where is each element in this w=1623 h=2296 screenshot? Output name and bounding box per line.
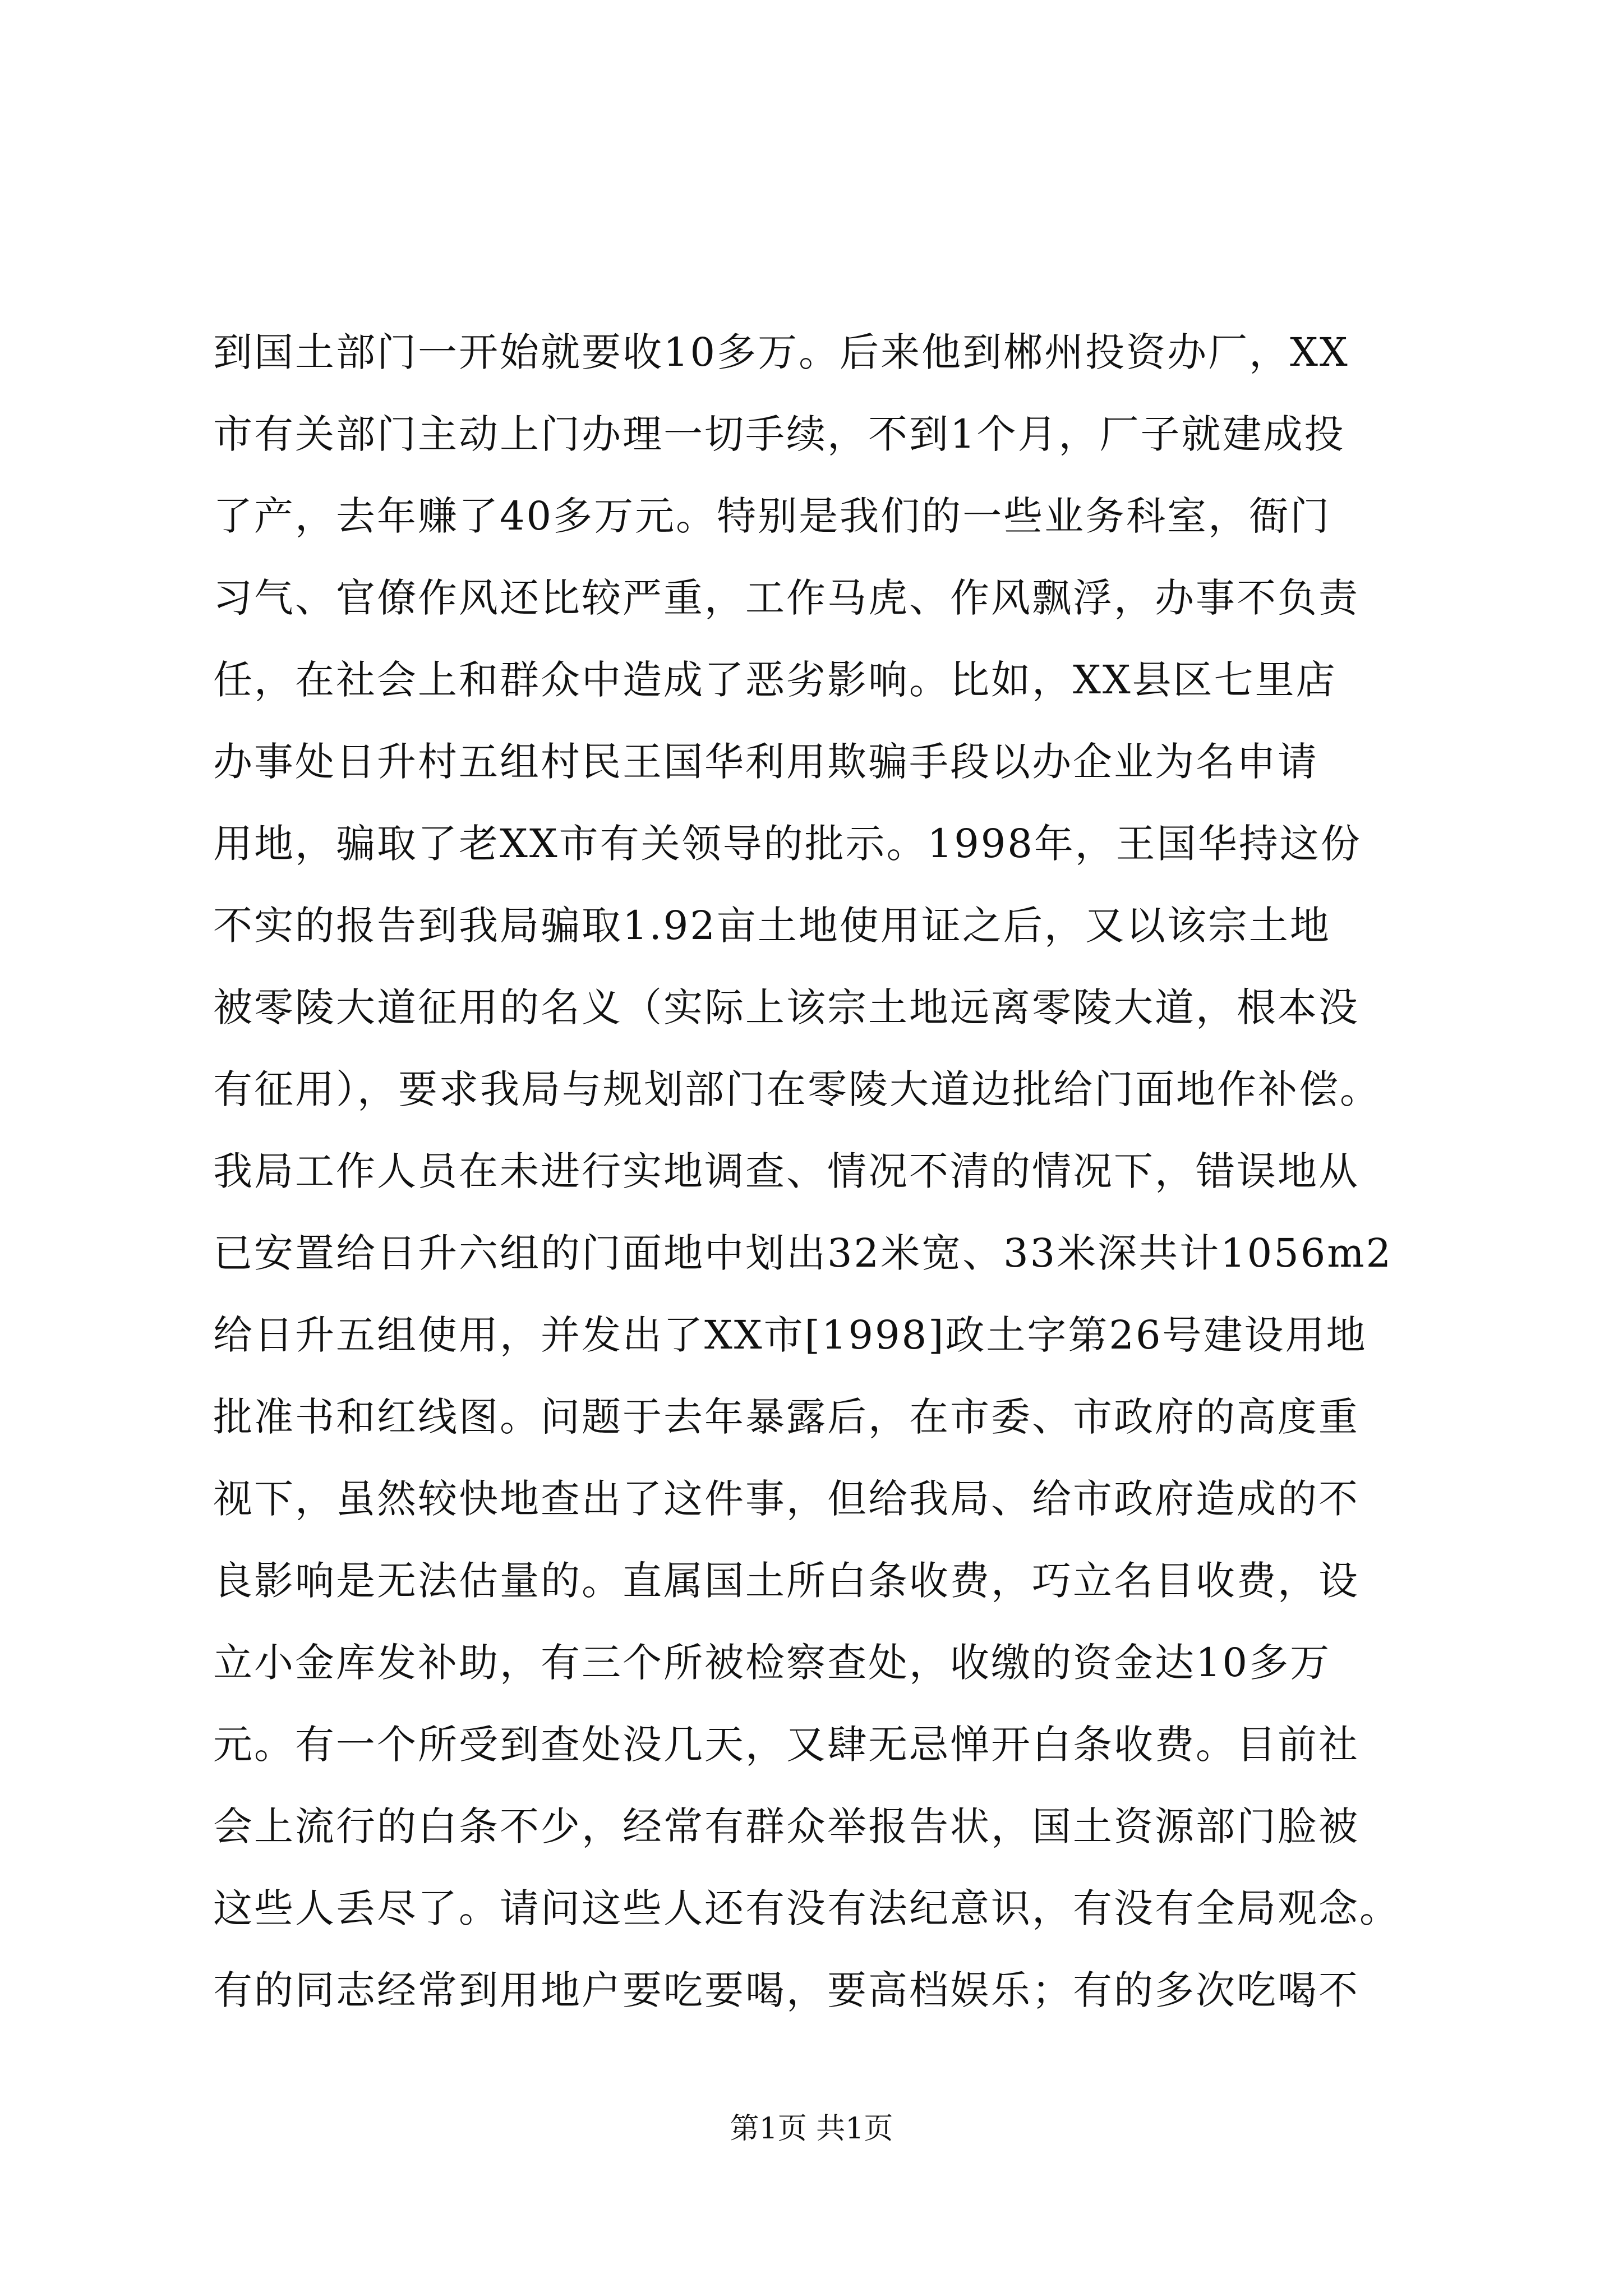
text-line: 元。有一个所受到查处没几天，又肆无忌惮开白条收费。目前社 [213, 1722, 1359, 1768]
text-line: 任，在社会上和群众中造成了恶劣影响。比如，XX县区七里店 [213, 657, 1337, 703]
text-line: 了产，去年赚了40多万元。特别是我们的一些业务科室，衙门 [213, 493, 1331, 539]
page-number-label: 第1页 共1页 [730, 2112, 893, 2146]
body-text [213, 311, 1413, 2031]
text-line: 办事处日升村五组村民王国华利用欺骗手段以办企业为名申请 [213, 739, 1318, 785]
text-line: 市有关部门主动上门办理一切手续，不到1个月，厂子就建成投 [213, 411, 1345, 457]
text-line: 不实的报告到我局骗取1.92亩土地使用证之后，又以该宗土地 [213, 903, 1331, 949]
text-line: 立小金库发补助，有三个所被检察查处，收缴的资金达10多万 [213, 1640, 1331, 1686]
text-line: 有的同志经常到用地户要吃要喝，要高档娱乐；有的多次吃喝不 [213, 1967, 1359, 2013]
text-line: 已安置给日升六组的门面地中划出32米宽、33米深共计1056m2 [213, 1230, 1393, 1276]
text-line: 给日升五组使用，并发出了XX市[1998]政土字第26号建设用地 [213, 1312, 1367, 1358]
text-line: 到国土部门一开始就要收10多万。后来他到郴州投资办厂，XX [213, 329, 1349, 375]
text-line: 这些人丢尽了。请问这些人还有没有法纪意识，有没有全局观念。 [213, 1885, 1400, 1931]
text-line: 用地，骗取了老XX市有关领导的批示。1998年，王国华持这份 [213, 821, 1362, 867]
text-line: 习气、官僚作风还比较严重，工作马虎、作风飘浮，办事不负责 [213, 575, 1359, 621]
page-footer [0, 2109, 1623, 2148]
text-line: 被零陵大道征用的名义（实际上该宗土地远离零陵大道，根本没 [213, 984, 1359, 1030]
text-line: 我局工作人员在未进行实地调查、情况不清的情况下，错误地从 [213, 1148, 1359, 1194]
text-line: 良影响是无法估量的。直属国土所白条收费，巧立名目收费，设 [213, 1558, 1359, 1604]
text-line: 视下，虽然较快地查出了这件事，但给我局、给市政府造成的不 [213, 1476, 1359, 1522]
text-line: 批准书和红线图。问题于去年暴露后，在市委、市政府的高度重 [213, 1394, 1359, 1440]
text-line: 有征用），要求我局与规划部门在零陵大道边批给门面地作补偿。 [213, 1066, 1381, 1112]
text-line: 会上流行的白条不少，经常有群众举报告状，国土资源部门脸被 [213, 1803, 1359, 1849]
